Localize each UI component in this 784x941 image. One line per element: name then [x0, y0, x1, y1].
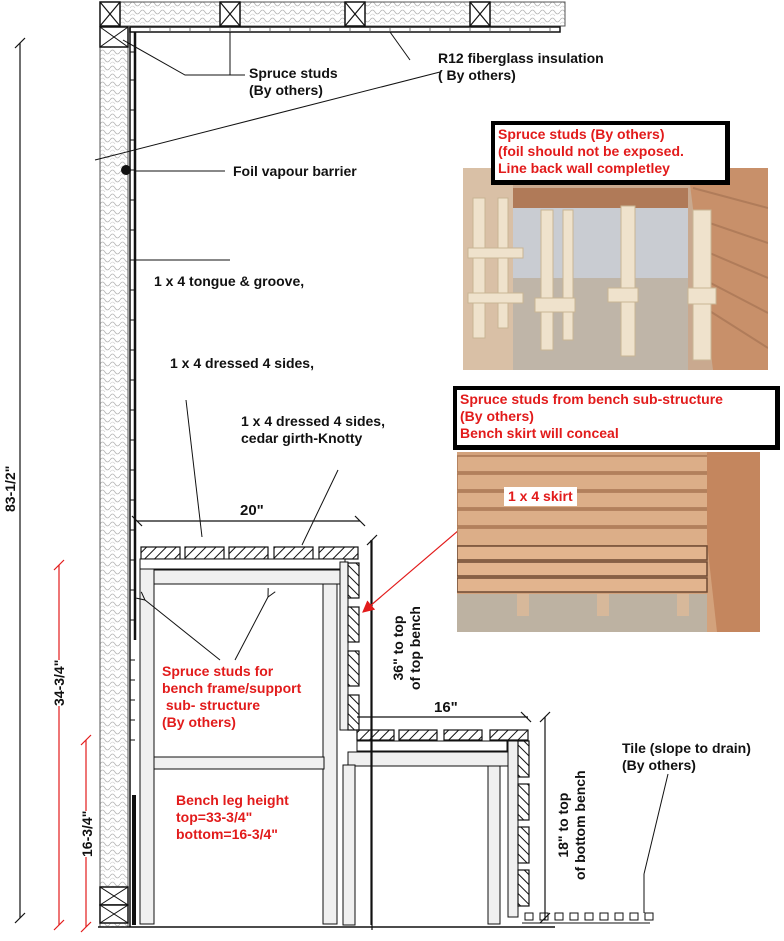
label-line: 1 x 4 dressed 4 sides,: [241, 413, 385, 429]
label-line: sub- structure: [162, 697, 261, 713]
label-line: (By others): [622, 757, 696, 773]
label-line: bench frame/support: [162, 680, 302, 696]
callout-line: Bench skirt will conceal: [460, 425, 619, 441]
label-line: Spruce studs: [249, 65, 338, 81]
label-cedar-girth: [241, 413, 385, 447]
dim-bottom-bench-depth: 16": [434, 699, 458, 716]
skirt-label: 1 x 4 skirt: [504, 487, 577, 506]
dim-bottom-bench-height: 16-3/4": [77, 811, 98, 857]
label-line: top=33-3/4": [176, 809, 253, 825]
photo-illustration: [457, 452, 760, 632]
label-line: of bottom bench: [572, 770, 588, 880]
photo1-callout: [491, 121, 730, 185]
dim-bottom-bench-to-top: [555, 770, 589, 880]
label-line: ( By others): [438, 67, 516, 83]
label-line: Bench leg height: [176, 792, 289, 808]
label-line: (By others): [162, 714, 236, 730]
label-dressed-4-sides: 1 x 4 dressed 4 sides,: [170, 355, 314, 371]
label-line: bottom=16-3/4": [176, 826, 278, 842]
photo2-callout: [453, 386, 780, 450]
bench-frame-studs-photo: [463, 168, 768, 370]
callout-line: (foil should not be exposed.: [498, 143, 684, 159]
note-bench-frame: [162, 663, 301, 731]
note-leg-height: [176, 792, 289, 843]
label-line: 18" to top: [555, 792, 571, 858]
label-line: (By others): [249, 82, 323, 98]
label-line: R12 fiberglass insulation: [438, 50, 604, 66]
callout-line: Spruce studs (By others): [498, 126, 665, 142]
label-tongue-groove: 1 x 4 tongue & groove,: [154, 273, 305, 289]
callout-line: Spruce studs from bench sub-structure: [460, 391, 723, 407]
label-line: of top bench: [407, 606, 423, 690]
callout-line: (By others): [460, 408, 534, 424]
dim-top-bench-depth: 20": [240, 502, 264, 519]
dim-top-bench-height: 34-3/4": [49, 660, 70, 706]
photo-illustration: [463, 168, 768, 370]
red-dimension-lines: [54, 560, 91, 932]
callout-line: Line back wall completley: [498, 160, 670, 176]
label-line: cedar girth-Knotty: [241, 430, 363, 446]
label-insulation: [438, 50, 604, 84]
label-vapour-barrier: Foil vapour barrier: [233, 163, 357, 179]
ceiling-assembly: [100, 2, 565, 32]
label-tile: [622, 740, 751, 774]
label-line: Tile (slope to drain): [622, 740, 751, 756]
dim-overall-height: 83-1/2": [2, 465, 18, 512]
label-line: Spruce studs for: [162, 663, 274, 679]
label-line: 36" to top: [390, 615, 406, 681]
finished-bench-photo: [457, 452, 760, 632]
top-bench: [140, 547, 359, 924]
label-spruce-studs: [249, 65, 338, 99]
vapour-barrier-marker: [121, 165, 131, 175]
dim-top-bench-to-top: [390, 606, 424, 690]
